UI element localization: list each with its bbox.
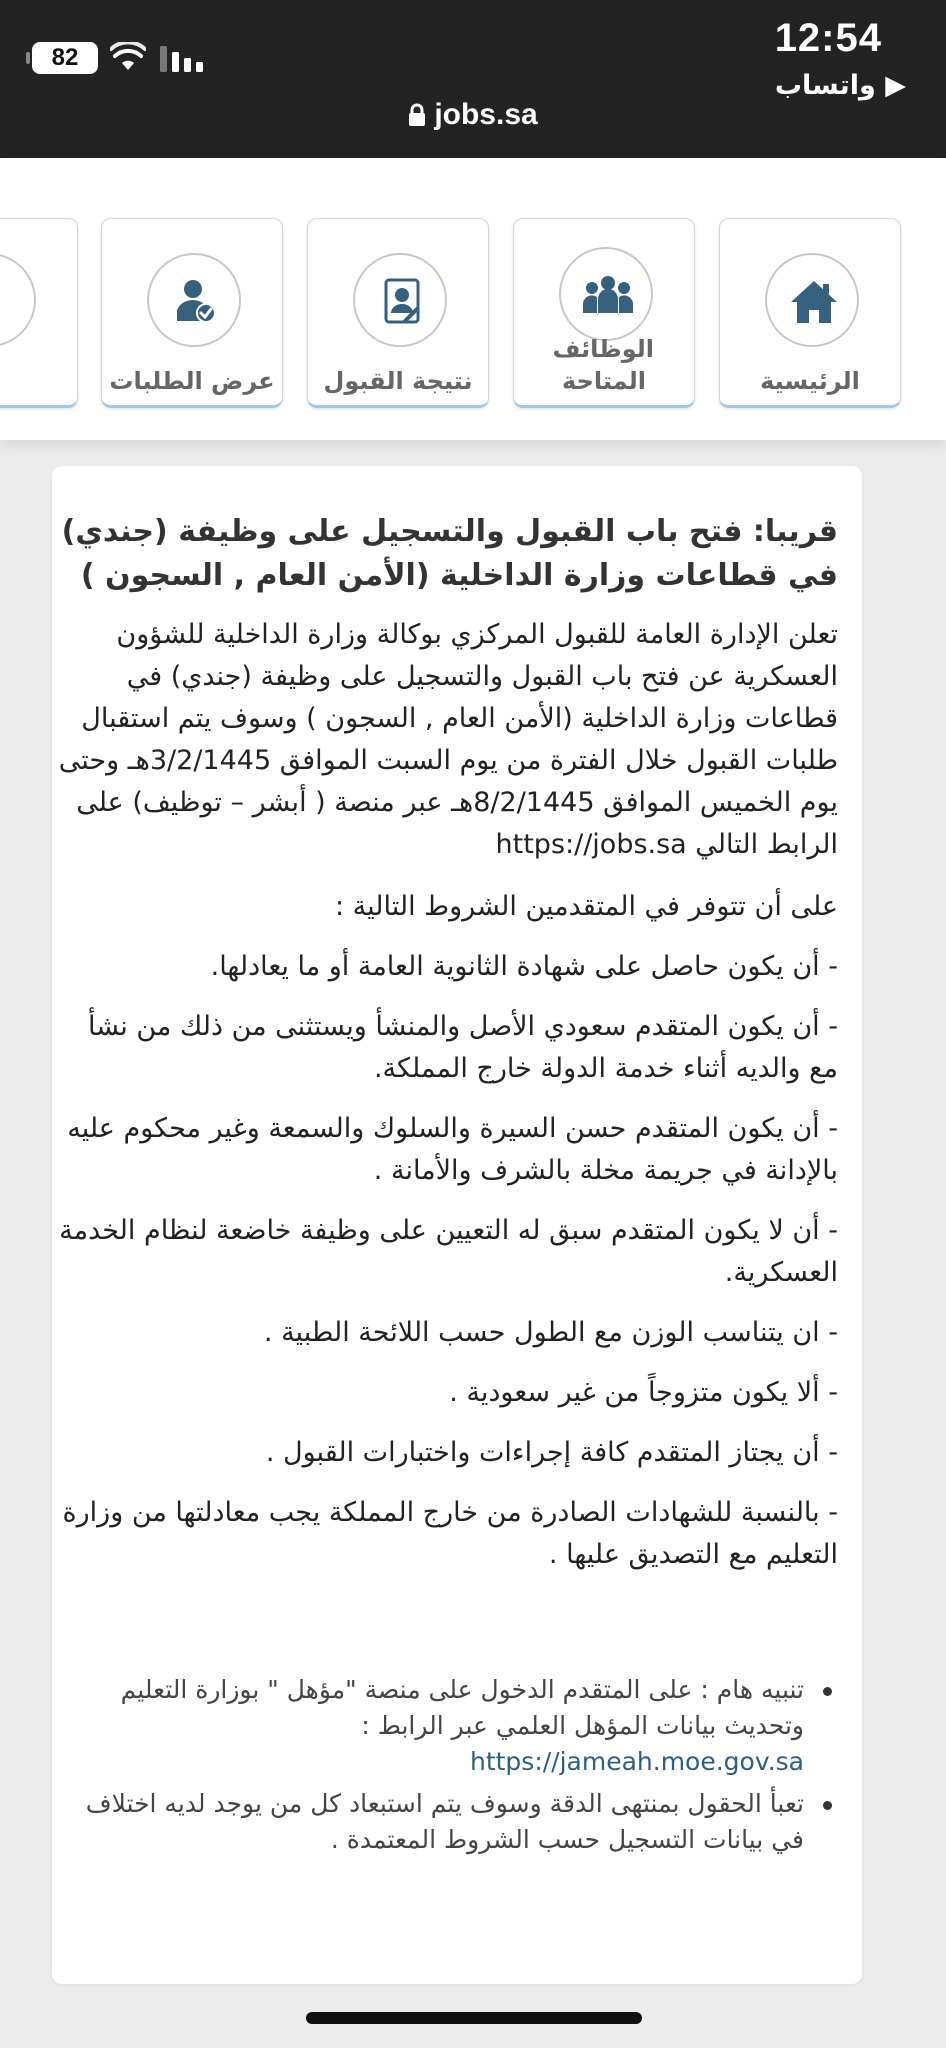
nav-item-applications[interactable] (101, 218, 283, 408)
condition-item: - بالنسبة للشهادات الصادرة من خارج المملكة يجب معادلتها من وزارة التعليم مع التصديق عليها . (62, 1497, 838, 1570)
nav-item-home[interactable] (719, 218, 901, 408)
notice-text: تعبأ الحقول بمنتهى الدقة وسوف يتم استبعاد كل من يوجد لديه اختلاف في بيانات التسجيل حسب الشروط المعتمدة . (85, 1789, 804, 1854)
lock-icon (408, 103, 426, 127)
conditions-intro: على أن تتوفر في المتقدمين الشروط التالية : (334, 891, 838, 922)
nav-label-applications: عرض الطلبات (109, 367, 275, 395)
team-icon (559, 247, 653, 341)
nav-item-result[interactable] (307, 218, 489, 408)
battery-icon: 82 (32, 42, 98, 74)
nav-label-home: الرئيسية (760, 367, 860, 395)
wifi-icon (110, 42, 146, 72)
condition-item: - أن لا يكون المتقدم سبق له التعيين على وظيفة خاضعة لنظام الخدمة العسكرية. (59, 1215, 838, 1288)
clock: 12:54 (774, 16, 882, 60)
url-text: jobs.sa (434, 98, 538, 131)
status-bar (0, 0, 946, 158)
url-bar[interactable] (0, 98, 946, 132)
user-check-icon (147, 253, 241, 347)
article-card (52, 466, 862, 1984)
condition-item: - أن يجتاز المتقدم كافة إجراءات واختبارات القبول . (265, 1437, 838, 1468)
article-content (58, 510, 838, 1864)
notice-list (58, 1672, 838, 1858)
home-icon (765, 253, 859, 347)
condition-item: - أن يكون حاصل على شهادة الثانوية العامة أو ما يعادلها. (210, 951, 838, 982)
nav-label-result: نتيجة القبول (323, 367, 473, 395)
nav-item-jobs[interactable] (513, 218, 695, 408)
condition-item: - ان يتناسب الوزن مع الطول حسب اللائحة الطبية . (263, 1317, 838, 1348)
result-icon (353, 253, 447, 347)
nav-strip (0, 158, 946, 440)
nav-item-partial[interactable] (0, 218, 78, 408)
notice-item (58, 1672, 804, 1780)
condition-item: - أن يكون المتقدم سعودي الأصل والمنشأ ويستثنى من ذلك من نشأ مع والديه أثناء خدمة الدولة خارج المملكة. (87, 1011, 838, 1084)
back-to-app-link[interactable]: ▶ واتساب (774, 70, 906, 101)
notice-item (58, 1786, 804, 1858)
article-body: تعلن الإدارة العامة للقبول المركزي بوكالة وزارة الداخلية للشؤون العسكرية عن فتح باب القبول والتسجيل على وظيفة (جندي) في قطاعات وزارة الداخلية (الأمن العام , السجون ) وسوف يتم استقبال طلبات القبول خلال الفترة من يوم السبت الموافق 3/2/1445هـ وحتى يوم الخميس الموافق 8/2/1445هـ عبر منصة ( أبشر – توظيف) على الرابط التالي https://jobs.sa (58, 619, 838, 860)
article-title: قريبا: فتح باب القبول والتسجيل على وظيفة (جندي) في قطاعات وزارة الداخلية (الأمن العام , السجون ) (61, 514, 838, 593)
nav-label-jobs: الوظائف المتاحة (552, 335, 654, 395)
moe-link[interactable]: https://jameah.moe.gov.sa (469, 1747, 804, 1776)
home-indicator[interactable] (306, 2012, 642, 2024)
notice-text: تنبيه هام : على المتقدم الدخول على منصة "مؤهل " بوزارة التعليم وتحديث بيانات المؤهل العلمي عبر الرابط : (120, 1675, 804, 1740)
condition-item: - ألا يكون متزوجاً من غير سعودية . (449, 1377, 838, 1408)
signal-icon (160, 44, 206, 72)
nav-partial-icon (0, 253, 36, 347)
condition-item: - أن يكون المتقدم حسن السيرة والسلوك والسمعة وغير محكوم عليه بالإدانة في جريمة مخلة بالشرف والأمانة . (67, 1113, 838, 1186)
